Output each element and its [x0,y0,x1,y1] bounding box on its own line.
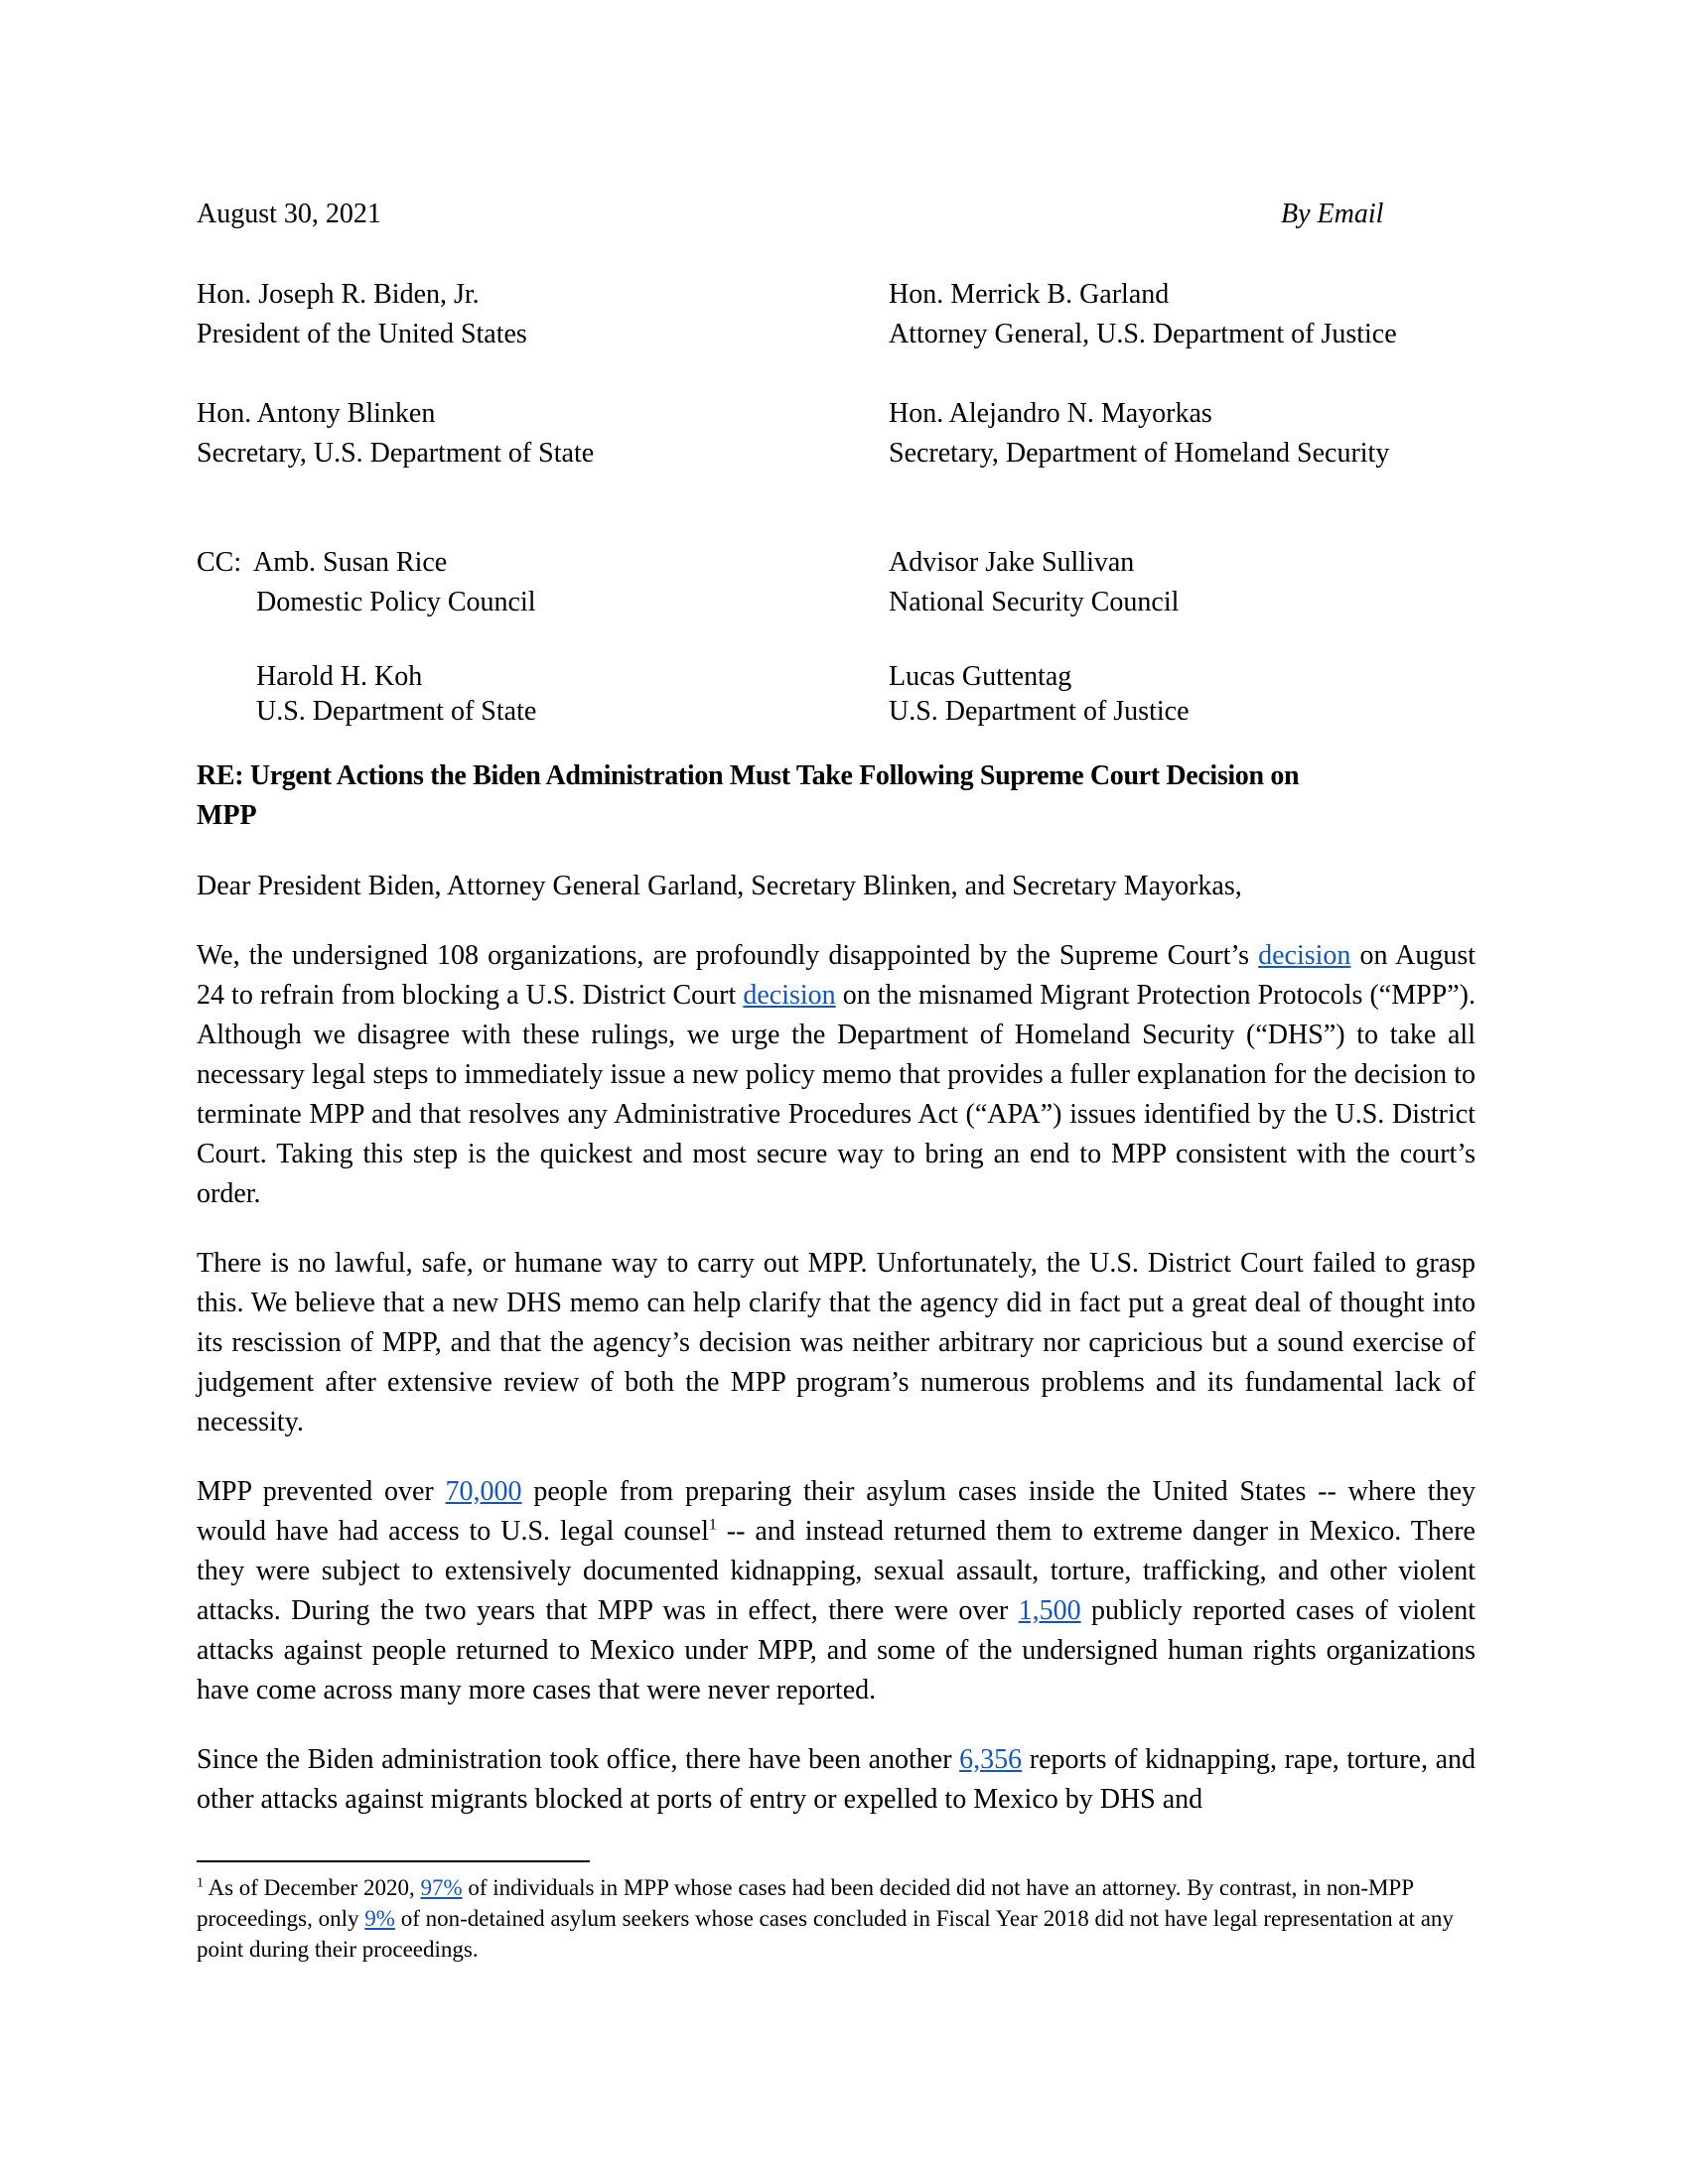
cc-prefix: CC: [197,547,242,578]
paragraph-text: reports of kidnapping, rape, torture, and other attacks against migrants blocked at ports of entry or expelled to Mexico by DHS and [197,1744,1477,1815]
cc-name: Advisor Jake Sullivan [889,547,1135,578]
footnote-text: As of December 2020, [204,1875,421,1900]
cc-title: National Security Council [889,587,1180,617]
subject-line: RE: Urgent Actions the Biden Administration Must Take Following Supreme Court Decision on [197,760,1300,791]
paragraph-text: people from preparing their asylum cases inside the United States -- where they would have had access to U.S. legal counsel [197,1476,1476,1547]
paragraph-text: on August 24 to refrain from blocking a U.S. District Court [197,940,1476,1011]
footnote-text: of non-detained asylum seekers whose cases concluded in Fiscal Year 2018 did not have legal representation at any point during their proceedings. [197,1906,1454,1962]
footnote [197,1872,1487,1965]
recipient-title: President of the United States [197,319,527,349]
70000-link[interactable]: 70,000 [445,1476,522,1507]
recipient-title: Secretary, Department of Homeland Security [889,438,1390,469]
supreme-court-decision-link[interactable]: decision [1258,940,1351,971]
paragraph-text: MPP prevented over [197,1476,446,1507]
paragraph-text: Since the Biden administration took office, there have been another [197,1744,960,1775]
recipient-title: Attorney General, U.S. Department of Justice [889,319,1397,349]
cc-title: U.S. Department of State [256,696,537,727]
cc-name: Harold H. Koh [256,661,423,692]
body-paragraph [197,1740,1476,1820]
cc-title: U.S. Department of Justice [889,696,1190,727]
paragraph-text: publicly reported cases of violent attacks against people returned to Mexico under MPP, and some of the undersigned human rights organizations have come across many more cases that were never reported. [197,1595,1476,1706]
body-paragraph [197,1472,1476,1710]
salutation: Dear President Biden, Attorney General Garland, Secretary Blinken, and Secretary Mayorkas, [197,871,1242,901]
footnote-separator [197,1860,590,1862]
delivery-method: By Email [1281,199,1384,229]
footnote-marker: 1 [197,1875,204,1891]
footnote-reference: 1 [708,1516,717,1534]
recipient-name: Hon. Merrick B. Garland [889,279,1170,310]
letter-date: August 30, 2021 [197,199,381,229]
1500-link[interactable]: 1,500 [1018,1595,1081,1626]
recipient-name: Hon. Antony Blinken [197,398,436,429]
paragraph-text: on the misnamed Migrant Protection Protocols (“MPP”). Although we disagree with these rulings, we urge the Department of Homeland Security (“DHS”) to take all necessary legal steps to immediately issue a new policy memo that provides a fuller explanation for the decision to terminate MPP and that resolves any Administrative Procedures Act (“APA”) issues identified by the U.S. District Court. Taking this step is the quickest and most secure way to bring an end to MPP consistent with the court’s order. [197,980,1476,1209]
recipient-name: Hon. Alejandro N. Mayorkas [889,398,1212,429]
recipient-name: Hon. Joseph R. Biden, Jr. [197,279,480,310]
cc-name: Amb. Susan Rice [253,547,448,578]
cc-name: Lucas Guttentag [889,661,1072,692]
body-paragraph: There is no lawful, safe, or humane way to carry out MPP. Unfortunately, the U.S. District Court failed to grasp this. We believe that a new DHS memo can help clarify that the agency did in fact put a great deal of thought into its rescission of MPP, and that the agency’s decision was neither arbitrary nor capricious but a sound exercise of judgement after extensive review of both the MPP program’s numerous problems and its fundamental lack of necessity. [197,1248,1476,1437]
body-paragraph [197,936,1476,1214]
97-percent-link[interactable]: 97% [420,1875,463,1900]
district-court-decision-link[interactable]: decision [743,980,836,1011]
footnote-text: of individuals in MPP whose cases had been decided did not have an attorney. By contrast, in non-MPP proceedings, only [197,1875,1414,1931]
9-percent-link[interactable]: 9% [364,1906,395,1931]
subject-line-continued: MPP [197,800,257,831]
recipient-title: Secretary, U.S. Department of State [197,438,595,469]
paragraph-text: -- and instead returned them to extreme danger in Mexico. There they were subject to extensively documented kidnapping, sexual assault, torture, trafficking, and other violent attacks. During the two years that MPP was in effect, there were over [197,1516,1476,1626]
paragraph-text: We, the undersigned 108 organizations, are profoundly disappointed by the Supreme Court’s [197,940,1259,971]
cc-title: Domestic Policy Council [256,587,536,617]
6356-link[interactable]: 6,356 [959,1744,1023,1775]
